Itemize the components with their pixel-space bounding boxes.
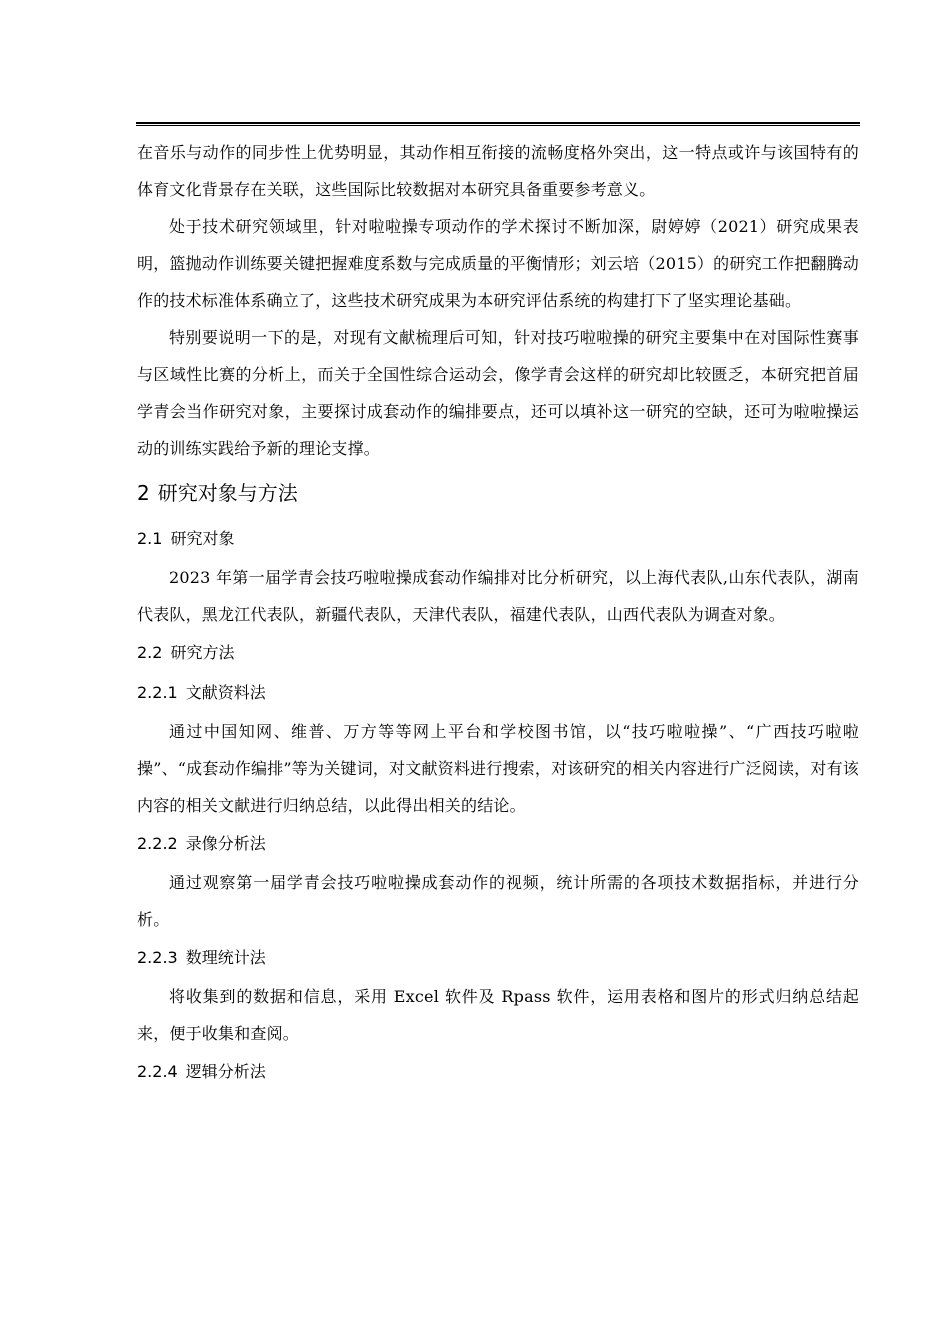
paragraph-research-gap: 特别要说明一下的是，对现有文献梳理后可知，针对技巧啦啦操的研究主要集中在对国际性赛事与区域性比赛的分析上，而关于全国性综合运动会，像学青会这样的研究却比较匮乏，本研究把首届学青会当作研究对象，主要探讨成套动作的编排要点，还可以填补这一研究的空缺，还可为啦啦操运动的训练实践给予新的理论支撑。 [137,328,859,458]
subsection-title: 研究对象 [170,529,235,548]
section-title: 研究对象与方法 [157,481,298,505]
paragraph-technical-research: 处于技术研究领域里，针对啦啦操专项动作的学术探讨不断加深，尉婷婷（2021）研究成果表明，篮抛动作训练要关键把握难度系数与完成质量的平衡情形；刘云培（2015）的研究工作把翻腾动作的技术标准体系确立了，这些技术研究成果为本研究评估系统的构建打下了坚实理论基础。 [137,217,859,310]
method-title: 文献资料法 [185,683,266,702]
subsection-title: 研究方法 [170,643,235,662]
method-title: 录像分析法 [185,834,266,853]
method-number: 2.2.4 [137,1062,178,1081]
method-number: 2.2.3 [137,948,178,967]
page-content [137,134,859,1092]
subsection-number: 2.1 [137,529,163,548]
paragraph-continued: 在音乐与动作的同步性上优势明显，其动作相互衔接的流畅度格外突出，这一特点或许与该国特有的体育文化背景存在关联，这些国际比较数据对本研究具备重要参考意义。 [137,143,859,199]
subsection-heading-2-2 [137,633,859,673]
method-heading-2-2-1 [137,673,859,713]
method-number: 2.2.1 [137,683,178,702]
method-title: 逻辑分析法 [185,1062,266,1081]
section-number: 2 [137,481,150,505]
header-rule [136,122,860,126]
method-number: 2.2.2 [137,834,178,853]
subsection-heading-2-1 [137,519,859,559]
method-heading-2-2-3 [137,938,859,978]
section-heading-2 [137,467,859,519]
paragraph-statistics-method: 将收集到的数据和信息，采用 Excel 软件及 Rpass 软件，运用表格和图片的形式归纳总结起来，便于收集和查阅。 [137,987,859,1043]
paragraph-literature-method: 通过中国知网、维普、万方等等网上平台和学校图书馆，以“技巧啦啦操”、“广西技巧啦啦操”、“成套动作编排”等为关键词，对文献资料进行搜索，对该研究的相关内容进行广泛阅读，对有该内容的相关文献进行归纳总结，以此得出相关的结论。 [137,722,859,815]
paragraph-video-method: 通过观察第一届学青会技巧啦啦操成套动作的视频，统计所需的各项技术数据指标，并进行分析。 [137,873,859,929]
method-heading-2-2-2 [137,824,859,864]
subsection-number: 2.2 [137,643,163,662]
method-heading-2-2-4 [137,1052,859,1092]
method-title: 数理统计法 [185,948,266,967]
paragraph-research-object: 2023 年第一届学青会技巧啦啦操成套动作编排对比分析研究，以上海代表队,山东代表队，湖南代表队，黑龙江代表队，新疆代表队，天津代表队，福建代表队，山西代表队为调查对象。 [137,568,859,624]
